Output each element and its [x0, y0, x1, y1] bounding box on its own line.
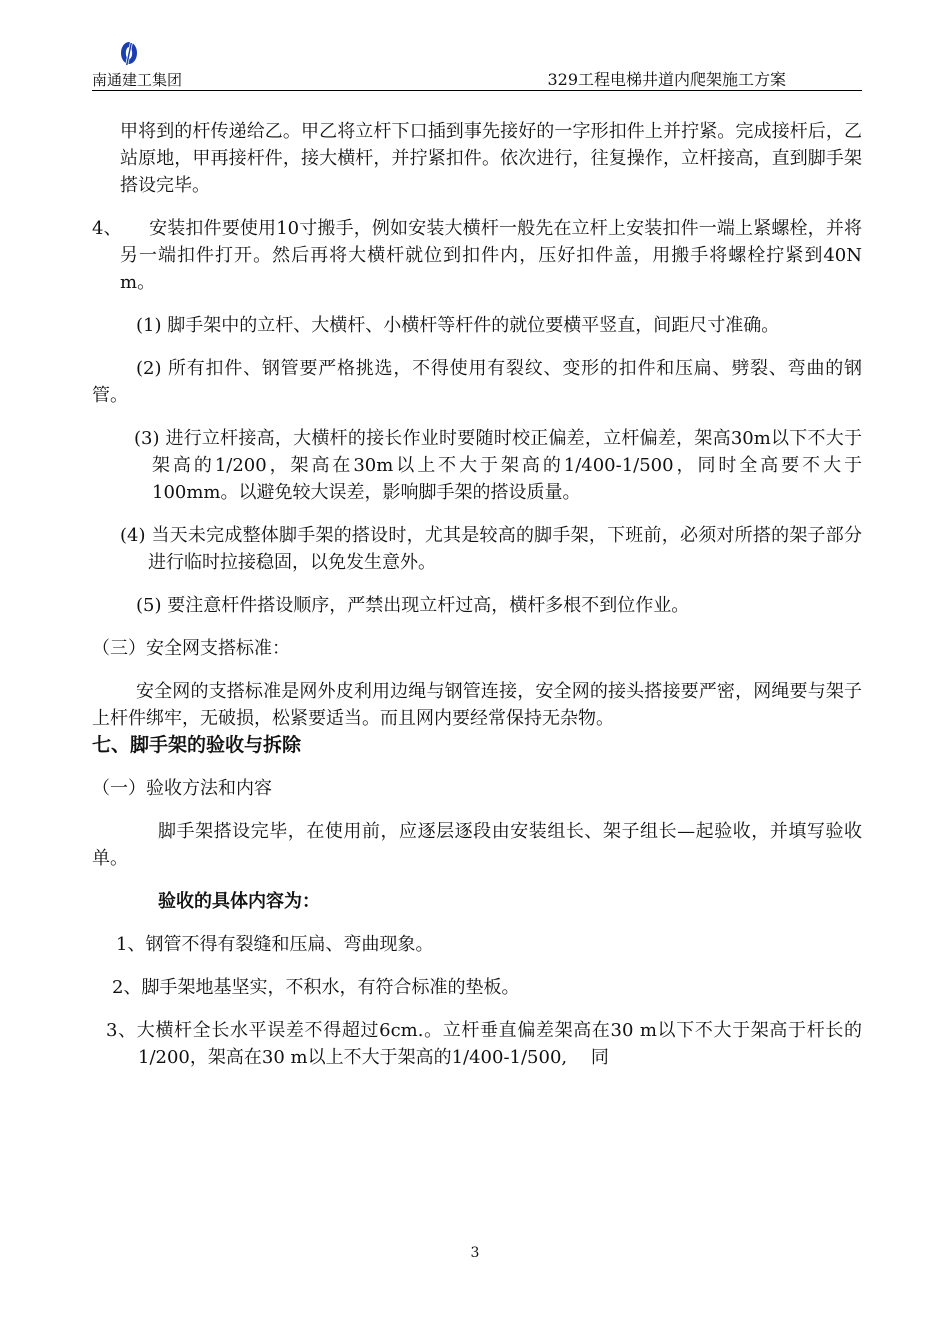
sub-item-2: (2) 所有扣件、钢管要严格挑选，不得使用有裂纹、变形的扣件和压扁、劈裂、弯曲的钢管。	[92, 358, 862, 406]
section-heading-inspection: （一）验收方法和内容	[92, 778, 272, 799]
inspection-item-1: 1、钢管不得有裂缝和压扁、弯曲现象。	[116, 934, 434, 955]
header-divider	[92, 90, 862, 91]
sub-item-3: (3) 进行立杆接高，大横杆的接长作业时要随时校正偏差，立杆偏差，架高30m以下不大于架高的1/200，架高在30m以上不大于架高的1/400-1/500，同时全高要不大于100mm。以避免较大误差，影响脚手架的搭设质量。	[134, 428, 862, 503]
sub-item-1: (1) 脚手架中的立杆、大横杆、小横杆等杆件的就位要横平竖直，间距尺寸准确。	[136, 315, 780, 336]
page-number: 3	[470, 1245, 480, 1261]
inspection-item-3: 3、大横杆全长水平误差不得超过6cm.。立杆垂直偏差架高在30 m以下不大于架高于杆长的1/200，架高在30 m以上不大于架高的1/400-1/500, 同	[106, 1020, 862, 1068]
sub-item-4: (4) 当天未完成整体脚手架的搭设时，尤其是较高的脚手架，下班前，必须对所搭的架子部分进行临时拉接稳固，以免发生意外。	[120, 525, 862, 573]
inspection-item-2: 2、脚手架地基坚实，不积水，有符合标准的垫板。	[112, 977, 520, 998]
document-body	[92, 118, 862, 1071]
paragraph-continued: 甲将到的杆传递给乙。甲乙将立杆下口插到事先接好的一字形扣件上并拧紧。完成接杆后，乙站原地，甲再接杆件，接大横杆，并拧紧扣件。依次进行，往复操作，立杆接高，直到脚手架搭设完毕。	[120, 121, 862, 196]
safety-net-paragraph: 安全网的支搭标准是网外皮利用边绳与钢管连接，安全网的接头搭接要严密，网绳要与架子上杆件绑牢，无破损，松紧要适当。而且网内要经常保持无杂物。	[92, 681, 862, 729]
header-company-name: 南通建工集团	[92, 71, 183, 89]
inspection-paragraph: 脚手架搭设完毕，在使用前，应逐层逐段由安装组长、架子组长—起验收，并填写验收单。	[92, 821, 862, 869]
list-item-4: 4、 安装扣件要使用10寸搬手，例如安装大横杆一般先在立杆上安装扣件一端上紧螺栓，并将另一端扣件打开。然后再将大横杆就位到扣件内，压好扣件盖，用搬手将螺栓拧紧到40N m。	[92, 218, 862, 293]
company-logo-icon	[118, 40, 140, 68]
sub-item-5: (5) 要注意杆件搭设顺序，严禁出现立杆过高，横杆多根不到位作业。	[136, 595, 690, 616]
header-document-title: 329工程电梯井道内爬架施工方案	[547, 70, 786, 89]
chapter-heading-7: 七、脚手架的验收与拆除	[92, 734, 302, 756]
section-heading-safety-net: （三）安全网支搭标准：	[92, 638, 290, 659]
inspection-content-heading: 验收的具体内容为：	[158, 891, 320, 912]
